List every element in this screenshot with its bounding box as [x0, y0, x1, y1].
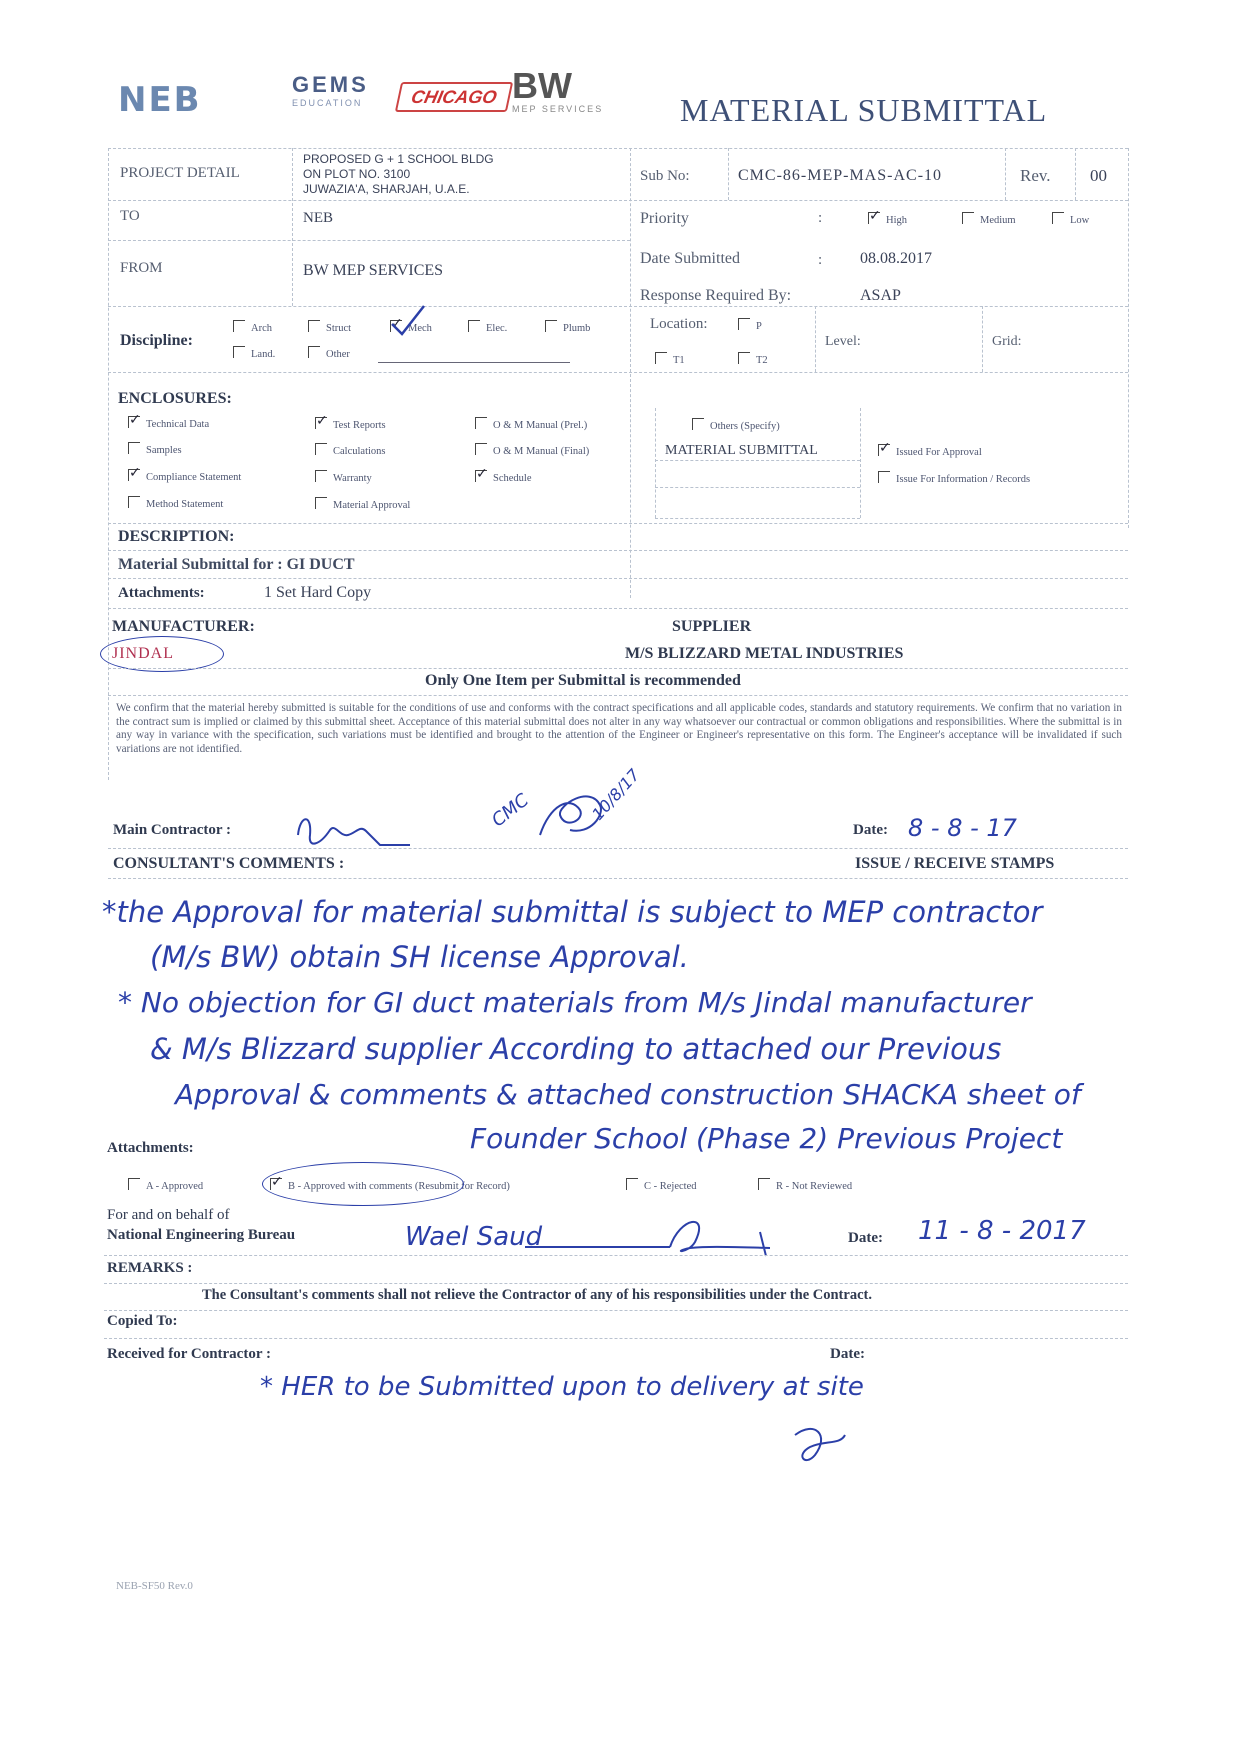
discipline-struct[interactable]: Struct — [308, 320, 351, 334]
priority-low[interactable]: Low — [1052, 212, 1089, 226]
footer-code: NEB-SF50 Rev.0 — [116, 1580, 193, 1592]
neb-logo — [118, 80, 258, 128]
behalf-line-2: National Engineering Bureau — [107, 1227, 296, 1243]
attachments2-label: Attachments: — [107, 1140, 194, 1156]
remarks-text: The Consultant's comments shall not relieve the Contractor of any of his responsibilities under the Contract. — [202, 1287, 872, 1303]
low-checkbox[interactable] — [1052, 212, 1064, 224]
neb-logo-text: NEB — [118, 80, 202, 120]
chicago-logo — [395, 82, 513, 112]
date-submitted-colon: : — [818, 252, 823, 268]
from-label: FROM — [120, 260, 163, 276]
discipline-arch[interactable]: Arch — [233, 320, 272, 334]
project-detail-label: PROJECT DETAIL — [120, 165, 240, 181]
method-checkbox[interactable] — [128, 496, 140, 508]
t1-checkbox[interactable] — [655, 352, 667, 364]
level-label: Level: — [825, 334, 861, 349]
status-a-checkbox[interactable] — [128, 1178, 140, 1190]
stamps-label: ISSUE / RECEIVE STAMPS — [855, 855, 1055, 872]
discipline-elec[interactable]: Elec. — [468, 320, 507, 334]
enc-method[interactable]: Method Statement — [128, 496, 223, 510]
comment-line-5: Approval & comments & attached construction SHACKA sheet of — [175, 1078, 1081, 1111]
description-title: DESCRIPTION: — [118, 528, 235, 545]
sub-no-value: CMC-86-MEP-MAS-AC-10 — [738, 167, 943, 184]
plumb-checkbox[interactable] — [545, 320, 557, 332]
to-label: TO — [120, 208, 140, 224]
arch-checkbox[interactable] — [233, 320, 245, 332]
behalf-line-1: For and on behalf of — [107, 1207, 230, 1223]
warranty-checkbox[interactable] — [315, 470, 327, 482]
project-line-3: JUWAZIA'A, SHARJAH, U.A.E. — [303, 182, 470, 196]
mech-check-mark — [388, 302, 428, 338]
om-prel-checkbox[interactable] — [475, 417, 487, 429]
enc-om-final[interactable]: O & M Manual (Final) — [475, 443, 589, 457]
chicago-logo-text: CHICAGO — [409, 87, 499, 107]
issued-info-checkbox[interactable] — [878, 471, 890, 483]
comment-line-6: Founder School (Phase 2) Previous Project — [470, 1122, 1063, 1155]
response-value: ASAP — [860, 287, 901, 304]
consultant-date: 11 - 8 - 2017 — [918, 1216, 1086, 1246]
project-line-1: PROPOSED G + 1 SCHOOL BLDG — [303, 152, 494, 166]
priority-label: Priority — [640, 210, 689, 227]
priority-medium[interactable]: Medium — [962, 212, 1016, 226]
copied-to-label: Copied To: — [107, 1313, 178, 1329]
location-p[interactable]: P — [738, 318, 762, 332]
status-r-checkbox[interactable] — [758, 1178, 770, 1190]
medium-checkbox[interactable] — [962, 212, 974, 224]
main-contractor-date: 8 - 8 - 17 — [908, 814, 1017, 842]
status-c[interactable]: C - Rejected — [626, 1178, 696, 1192]
main-contractor-label: Main Contractor : — [113, 822, 232, 838]
from-value: BW MEP SERVICES — [303, 262, 444, 279]
to-value: NEB — [303, 210, 333, 226]
technical-data-checkbox[interactable] — [128, 416, 140, 428]
consultant-comments-label: CONSULTANT'S COMMENTS : — [113, 855, 345, 872]
enc-material-approval[interactable]: Material Approval — [315, 497, 410, 511]
bw-logo-text: BW — [512, 65, 572, 106]
enc-issued-approval[interactable]: ✓ Issued For Approval — [878, 444, 982, 458]
discipline-other[interactable]: Other — [308, 346, 350, 360]
comment-line-1: *the Approval for material submittal is subject to MEP contractor — [102, 895, 1043, 929]
comment-line-3: * No objection for GI duct materials from M/s Jindal manufacturer — [118, 986, 1032, 1019]
priority-colon: : — [818, 210, 823, 226]
cmc-stamp-text: CMC — [487, 789, 533, 832]
attachments-label: Attachments: — [118, 585, 205, 601]
location-t1[interactable]: T1 — [655, 352, 685, 366]
material-submittal-for: Material Submittal for : GI DUCT — [118, 556, 355, 573]
enc-calculations[interactable]: Calculations — [315, 443, 386, 457]
attachments-value: 1 Set Hard Copy — [264, 584, 372, 601]
behalf-block — [107, 1205, 295, 1245]
test-reports-checkbox[interactable] — [315, 417, 327, 429]
behalf-date-label: Date: — [848, 1230, 883, 1246]
gems-logo — [292, 72, 382, 112]
elec-checkbox[interactable] — [468, 320, 480, 332]
manufacturer-circle — [100, 636, 224, 672]
consultant-signature-name: Wael Saud — [405, 1222, 543, 1252]
t2-checkbox[interactable] — [738, 352, 750, 364]
enc-test-reports[interactable]: ✓Test Reports — [315, 417, 386, 431]
status-c-checkbox[interactable] — [626, 1178, 638, 1190]
material-approval-checkbox[interactable] — [315, 497, 327, 509]
comment-line-4: & M/s Blizzard supplier According to attached our Previous — [150, 1032, 1002, 1066]
date-submitted-value: 08.08.2017 — [860, 250, 932, 267]
discipline-plumb[interactable]: Plumb — [545, 320, 590, 334]
manufacturer-value: JINDAL — [112, 645, 174, 662]
enc-others[interactable]: Others (Specify) — [692, 418, 780, 432]
page-title: MATERIAL SUBMITTAL — [680, 92, 1048, 128]
enc-issued-info[interactable]: Issue For Information / Records — [878, 471, 1030, 485]
others-checkbox[interactable] — [692, 418, 704, 430]
gems-logo-sub: EDUCATION — [292, 98, 363, 108]
confirmation-text: We confirm that the material hereby submitted is suitable for the conditions of use and conforms with the contract specifications and all applicable codes, standards and statutory requirements. We confirm that no variation in the contract sum is implied or claimed by this submittal sheet. Acceptance of this material submittal does not alter in any way whatsoever our contractual or common obligations and responsibilities. Where the submittal is in any way in variance with the specification, such variations must be identified and brought to the attention of the Engineer or Engineer's representative on this form. The Engineer's acceptance will be invalidated if such variations are not identified. — [116, 702, 1122, 755]
manufacturer-label: MANUFACTURER: — [112, 618, 255, 635]
enc-warranty[interactable]: Warranty — [315, 470, 372, 484]
remarks-label: REMARKS : — [107, 1260, 193, 1276]
supplier-label: SUPPLIER — [672, 618, 752, 635]
p-checkbox[interactable] — [738, 318, 750, 330]
status-a[interactable]: A - Approved — [128, 1178, 203, 1192]
enc-om-prel[interactable]: O & M Manual (Prel.) — [475, 417, 587, 431]
received-signature — [785, 1415, 855, 1475]
location-label: Location: — [650, 316, 708, 332]
response-label: Response Required By: — [640, 287, 792, 304]
schedule-checkbox[interactable] — [475, 470, 487, 482]
high-checkbox[interactable] — [868, 212, 880, 224]
status-r[interactable]: R - Not Reviewed — [758, 1178, 852, 1192]
struct-checkbox[interactable] — [308, 320, 320, 332]
discipline-label: Discipline: — [120, 332, 193, 349]
land-checkbox[interactable] — [233, 346, 245, 358]
rev-label: Rev. — [1020, 166, 1051, 185]
one-item-note: Only One Item per Submittal is recommended — [425, 672, 741, 689]
status-b[interactable]: ✓ B - Approved with comments (Resubmit for Record) — [270, 1178, 510, 1192]
samples-checkbox[interactable] — [128, 442, 140, 454]
date-submitted-label: Date Submitted — [640, 250, 740, 267]
discipline-mech[interactable]: ✓ Mech — [390, 320, 432, 334]
enclosures-title: ENCLOSURES: — [118, 390, 232, 407]
enc-others-value: MATERIAL SUBMITTAL — [665, 443, 818, 458]
compliance-checkbox[interactable] — [128, 469, 140, 481]
enc-technical-data[interactable]: ✓Technical Data — [128, 416, 209, 430]
enc-schedule[interactable]: ✓Schedule — [475, 470, 532, 484]
project-address — [303, 152, 494, 197]
cmc-date: 10/8/17 — [588, 765, 644, 824]
gems-logo-text: GEMS — [292, 72, 369, 97]
rev-value: 00 — [1090, 166, 1107, 185]
project-line-2: ON PLOT NO. 3100 — [303, 167, 411, 181]
sub-no-label: Sub No: — [640, 168, 690, 184]
received-hand-note: * HER to be Submitted upon to delivery at site — [260, 1372, 864, 1402]
location-t2[interactable]: T2 — [738, 352, 768, 366]
received-date-label: Date: — [830, 1346, 865, 1362]
grid-label: Grid: — [992, 334, 1022, 349]
status-b-circle — [262, 1162, 464, 1206]
main-contractor-date-label: Date: — [853, 822, 888, 838]
bw-logo — [512, 65, 622, 114]
bw-logo-sub: MEP SERVICES — [512, 104, 604, 114]
comment-line-2: (M/s BW) obtain SH license Approval. — [150, 940, 689, 974]
issued-approval-checkbox[interactable] — [878, 444, 890, 456]
enc-samples[interactable]: Samples — [128, 442, 182, 456]
received-label: Received for Contractor : — [107, 1346, 271, 1362]
other-checkbox[interactable] — [308, 346, 320, 358]
discipline-land[interactable]: Land. — [233, 346, 275, 360]
enc-compliance[interactable]: ✓Compliance Statement — [128, 469, 241, 483]
supplier-value: M/S BLIZZARD METAL INDUSTRIES — [625, 645, 904, 662]
om-final-checkbox[interactable] — [475, 443, 487, 455]
priority-high[interactable]: ✓ High — [868, 212, 907, 226]
calculations-checkbox[interactable] — [315, 443, 327, 455]
